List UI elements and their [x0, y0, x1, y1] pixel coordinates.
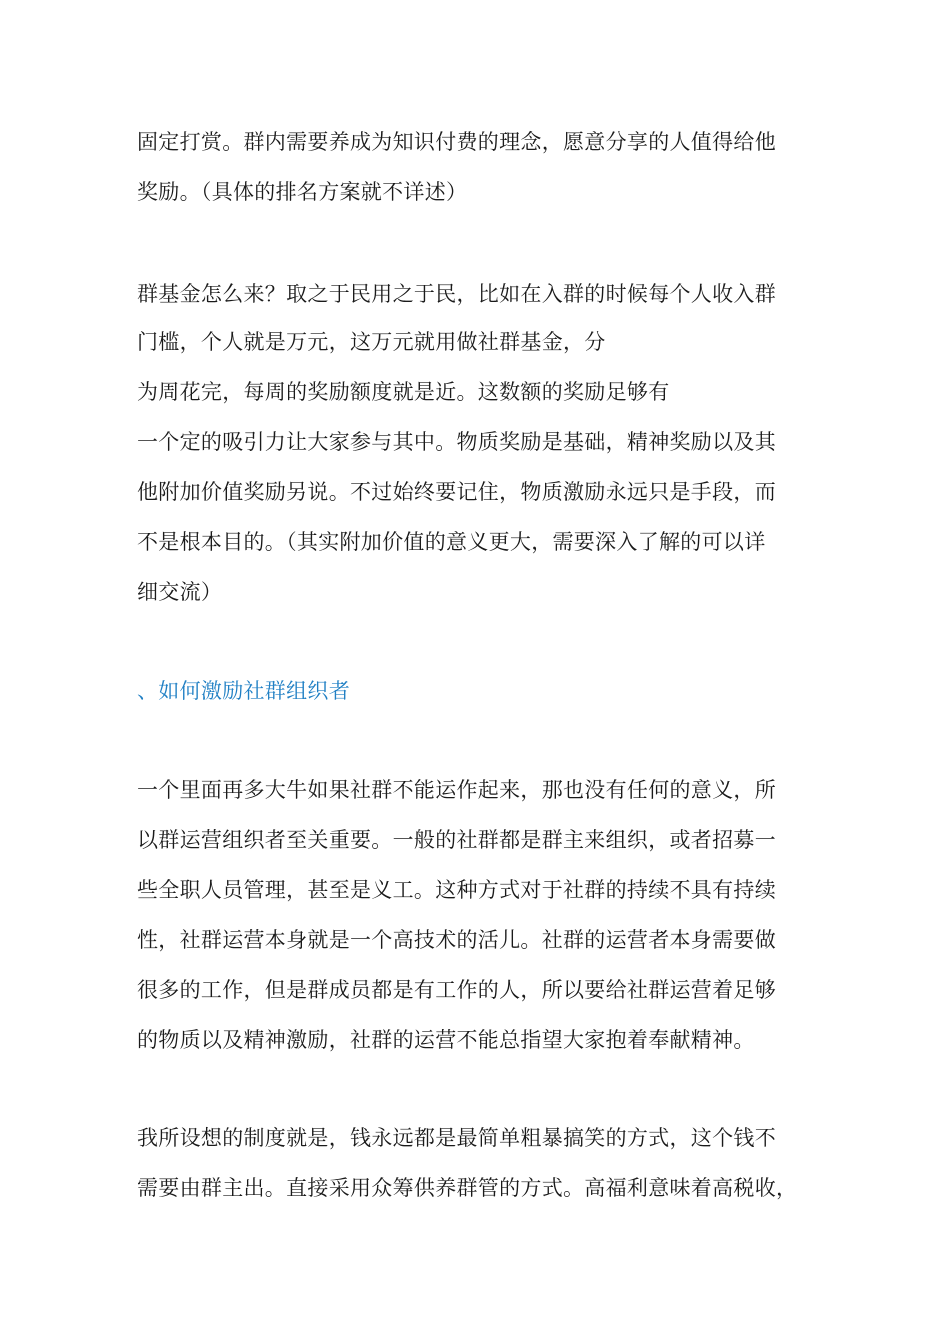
- text-line: 性，社群运营本身就是一个高技术的活儿。社群的运营者本身需要做: [137, 928, 776, 952]
- text-line: 一个里面再多大牛如果社群不能运作起来，那也没有任何的意义，所: [137, 778, 776, 802]
- text-line: 门槛，个人就是万元，这万元就用做社群基金，分: [137, 330, 606, 354]
- text-line: 群基金怎么来？取之于民用之于民，比如在入群的时候每个人收入群: [137, 282, 776, 306]
- text-line: 奖励。（具体的排名方案就不详述）: [137, 180, 468, 204]
- text-line: 我所设想的制度就是，钱永远都是最简单粗暴搞笑的方式，这个钱不: [137, 1126, 776, 1150]
- text-line: 以群运营组织者至关重要。一般的社群都是群主来组织，或者招募一: [137, 828, 776, 852]
- text-line: 的物质以及精神激励，社群的运营不能总指望大家抱着奉献精神。: [137, 1028, 755, 1052]
- text-line: 他附加价值奖励另说。不过始终要记住，物质激励永远只是手段，而: [137, 480, 776, 504]
- text-line: 很多的工作，但是群成员都是有工作的人，所以要给社群运营着足够: [137, 978, 776, 1002]
- text-line: 些全职人员管理，甚至是义工。这种方式对于社群的持续不具有持续: [137, 878, 776, 902]
- section-heading: 、如何激励社群组织者: [137, 679, 350, 703]
- text-line: 固定打赏。群内需要养成为知识付费的理念，愿意分享的人值得给他: [137, 130, 776, 154]
- text-line: 不是根本目的。（其实附加价值的意义更大，需要深入了解的可以详: [137, 530, 766, 554]
- text-line: 需要由群主出。直接采用众筹供养群管的方式。高福利意味着高税收，: [137, 1176, 798, 1200]
- text-line: 细交流）: [137, 580, 223, 604]
- text-line: 一个定的吸引力让大家参与其中。物质奖励是基础，精神奖励以及其: [137, 430, 776, 454]
- text-line: 为周花完，每周的奖励额度就是近。这数额的奖励足够有: [137, 380, 670, 404]
